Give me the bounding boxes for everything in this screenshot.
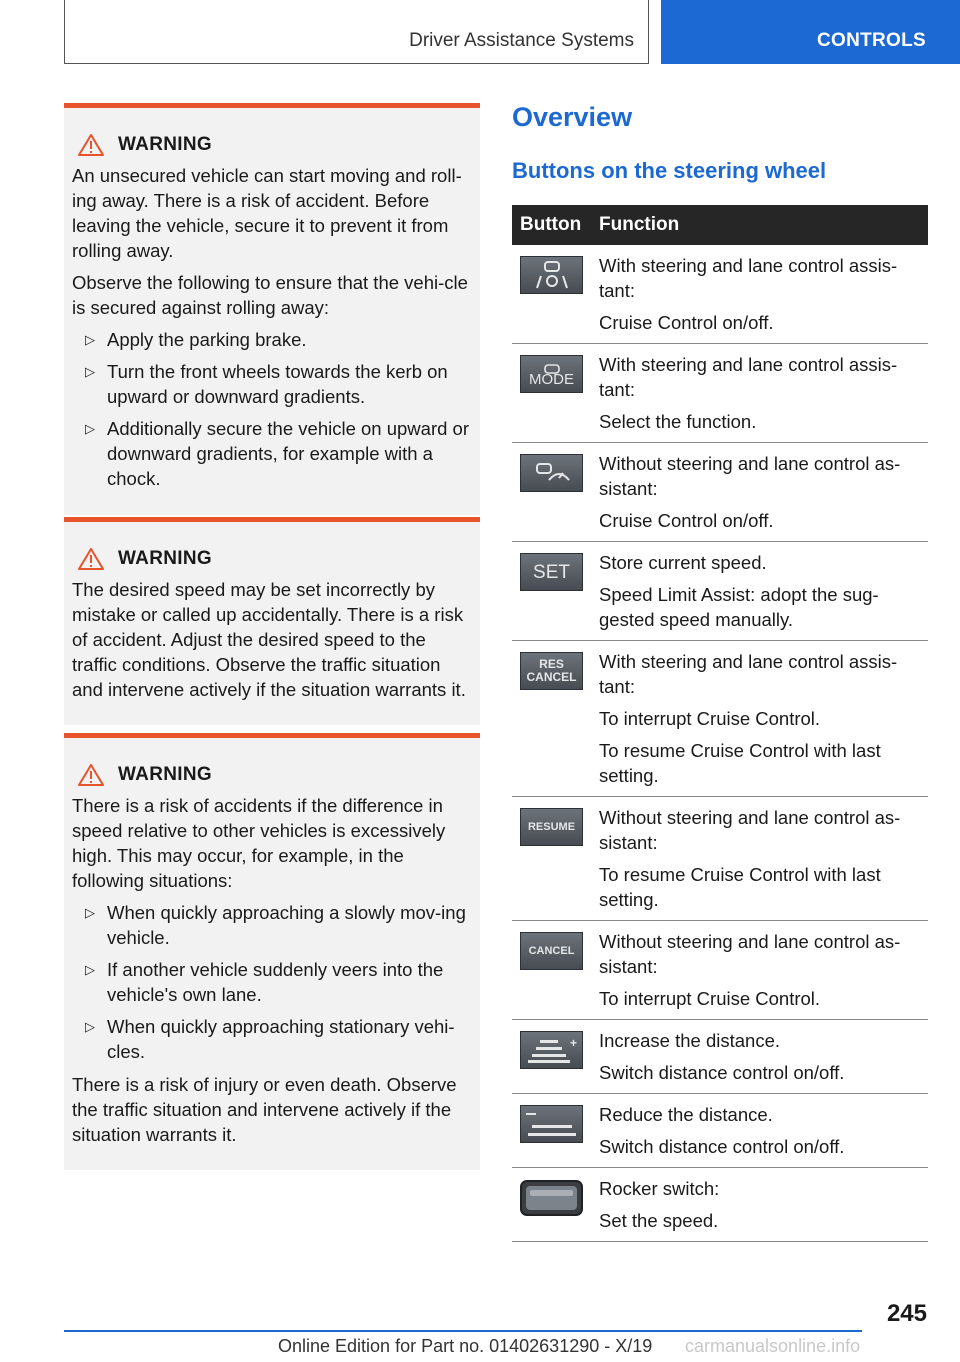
button-cell — [512, 253, 599, 335]
button-cell — [512, 1102, 599, 1159]
function-text: Reduce the distance. — [599, 1104, 773, 1125]
function-text: Set the speed. — [599, 1210, 719, 1231]
bullet-triangle-icon: ▷ — [85, 905, 95, 920]
set-icon — [520, 553, 583, 591]
warning-paragraph: The desired speed may be set incorrectly by mistake or called up accidentally. There is a risk of accident. Adjust the desired speed to the traffic conditions. Observe the traffic situation and intervene actively if the situation warrants it. — [72, 579, 466, 700]
bullet-triangle-icon: ▷ — [85, 364, 95, 379]
table-row — [512, 1168, 928, 1242]
function-text: Rocker switch: — [599, 1178, 720, 1199]
function-text: To interrupt Cruise Control. — [599, 708, 821, 729]
button-cell — [512, 451, 599, 533]
function-cell — [599, 550, 928, 632]
warning-list-text: Apply the parking brake. — [107, 329, 307, 350]
bullet-triangle-icon: ▷ — [85, 421, 95, 436]
function-cell — [599, 805, 928, 912]
button-cell — [512, 805, 599, 912]
warning-triangle-icon — [78, 548, 104, 570]
function-text: Without steering and lane control as-sistant: — [599, 807, 901, 853]
function-text: Select the function. — [599, 411, 757, 432]
table-row — [512, 1020, 928, 1094]
button-cell — [512, 1176, 599, 1233]
function-text: Cruise Control on/off. — [599, 312, 774, 333]
header-chapter-title: CONTROLS — [816, 30, 926, 51]
function-text: With steering and lane control assis-tant: — [599, 255, 898, 301]
warning-triangle-icon — [78, 764, 104, 786]
function-text: To interrupt Cruise Control. — [599, 988, 821, 1009]
button-label: MODE — [529, 370, 574, 388]
warning-title — [72, 762, 472, 787]
warning-triangle-icon — [78, 134, 104, 156]
warning-box — [64, 103, 480, 515]
function-cell — [599, 649, 928, 788]
bullet-triangle-icon: ▷ — [85, 1019, 95, 1034]
buttons-table — [512, 205, 928, 1242]
warning-list-text: Turn the front wheels towards the kerb on upward or downward gradients. — [107, 361, 448, 407]
table-row — [512, 921, 928, 1020]
res-cancel-icon — [520, 652, 583, 690]
warning-paragraph: Observe the following to ensure that the vehi-cle is secured against rolling away: — [72, 272, 468, 318]
warning-paragraph: There is a risk of accidents if the difference in speed relative to other vehicles is excessively high. This may occur, for example, in the following situations: — [72, 795, 446, 891]
warning-paragraph: An unsecured vehicle can start moving and roll-ing away. There is a risk of accident. Before leaving the vehicle, secure it to prevent it from rolling away. — [72, 165, 462, 261]
function-text: Cruise Control on/off. — [599, 510, 774, 531]
distance-decrease-icon — [520, 1105, 583, 1143]
warning-title — [72, 132, 472, 157]
table-row — [512, 542, 928, 641]
warning-list-item — [85, 957, 472, 1007]
cruise-control-icon — [520, 454, 583, 492]
table-row — [512, 245, 928, 344]
function-text: With steering and lane control assis-tant: — [599, 354, 898, 400]
function-cell — [599, 1176, 928, 1233]
header-chapter-tab[interactable] — [661, 0, 960, 64]
function-cell — [599, 929, 928, 1011]
table-row — [512, 443, 928, 542]
table-row — [512, 641, 928, 797]
watermark: carmanualsonline.info — [685, 1336, 861, 1356]
table-row — [512, 797, 928, 921]
warning-list-item — [85, 900, 472, 950]
table-row — [512, 1094, 928, 1168]
warning-list-item — [85, 359, 472, 409]
header-section-title: Driver Assistance Systems — [409, 30, 634, 51]
table-header — [512, 205, 928, 245]
function-text: Switch distance control on/off. — [599, 1136, 845, 1157]
function-text: To resume Cruise Control with last setting. — [599, 740, 881, 786]
svg-text:+: + — [569, 1036, 577, 1050]
function-text: Increase the distance. — [599, 1030, 780, 1051]
warning-list-item — [85, 1014, 472, 1064]
function-cell — [599, 1028, 928, 1085]
button-label: RESUME — [527, 820, 576, 833]
function-text: Switch distance control on/off. — [599, 1062, 845, 1083]
bullet-triangle-icon: ▷ — [85, 332, 95, 347]
function-cell — [599, 1102, 928, 1159]
function-text: To resume Cruise Control with last setting. — [599, 864, 881, 910]
footer-rule — [64, 1330, 862, 1332]
warning-list-item — [85, 327, 472, 352]
warning-list-text: Additionally secure the vehicle on upward or downward gradients, for example with a chock. — [107, 418, 469, 489]
warning-list-text: If another vehicle suddenly veers into the vehicle's own lane. — [107, 959, 444, 1005]
function-cell — [599, 253, 928, 335]
warning-label: WARNING — [118, 764, 212, 785]
function-text: Speed Limit Assist: adopt the sug-gested speed manually. — [599, 584, 879, 630]
button-cell — [512, 649, 599, 788]
warning-list — [72, 900, 472, 1064]
footer-text: Online Edition for Part no. 01402631290 - X/19 — [278, 1336, 653, 1356]
column-header-function: Function — [599, 214, 680, 235]
warning-paragraph: There is a risk of injury or even death. Observe the traffic situation and intervene actively if the situation warrants it. — [72, 1074, 457, 1145]
warning-list-text: When quickly approaching stationary vehi-cles. — [107, 1016, 455, 1062]
warning-box — [64, 733, 480, 1170]
warning-list — [72, 327, 472, 491]
function-text: With steering and lane control assis-tant: — [599, 651, 898, 697]
button-label: SET — [533, 561, 570, 583]
warning-list-text: When quickly approaching a slowly mov-ing vehicle. — [107, 902, 466, 948]
function-cell — [599, 352, 928, 434]
warning-label: WARNING — [118, 134, 212, 155]
function-text: Without steering and lane control as-sistant: — [599, 931, 901, 977]
header-section-box — [64, 0, 649, 64]
button-cell — [512, 929, 599, 1011]
button-cell — [512, 1028, 599, 1085]
steering-buttons-subheading: Buttons on the steering wheel — [512, 158, 827, 183]
rocker-switch-icon — [520, 1179, 583, 1217]
function-cell — [599, 451, 928, 533]
function-text: Without steering and lane control as-sistant: — [599, 453, 901, 499]
cancel-icon — [520, 932, 583, 970]
column-header-button: Button — [520, 214, 582, 235]
warning-title — [72, 546, 472, 571]
mode-icon — [520, 355, 583, 393]
warning-list-item — [85, 416, 472, 491]
steering-assist-icon — [520, 256, 583, 294]
page-number: 245 — [886, 1300, 927, 1327]
warning-label: WARNING — [118, 548, 212, 569]
button-label: RES CANCEL — [526, 657, 577, 684]
button-cell — [512, 352, 599, 434]
bullet-triangle-icon: ▷ — [85, 962, 95, 977]
button-cell — [512, 550, 599, 632]
resume-icon — [520, 808, 583, 846]
table-row — [512, 344, 928, 443]
distance-increase-icon — [520, 1031, 583, 1069]
overview-heading: Overview — [512, 102, 633, 132]
warning-box — [64, 517, 480, 725]
function-text: Store current speed. — [599, 552, 767, 573]
button-label: CANCEL — [528, 944, 575, 957]
